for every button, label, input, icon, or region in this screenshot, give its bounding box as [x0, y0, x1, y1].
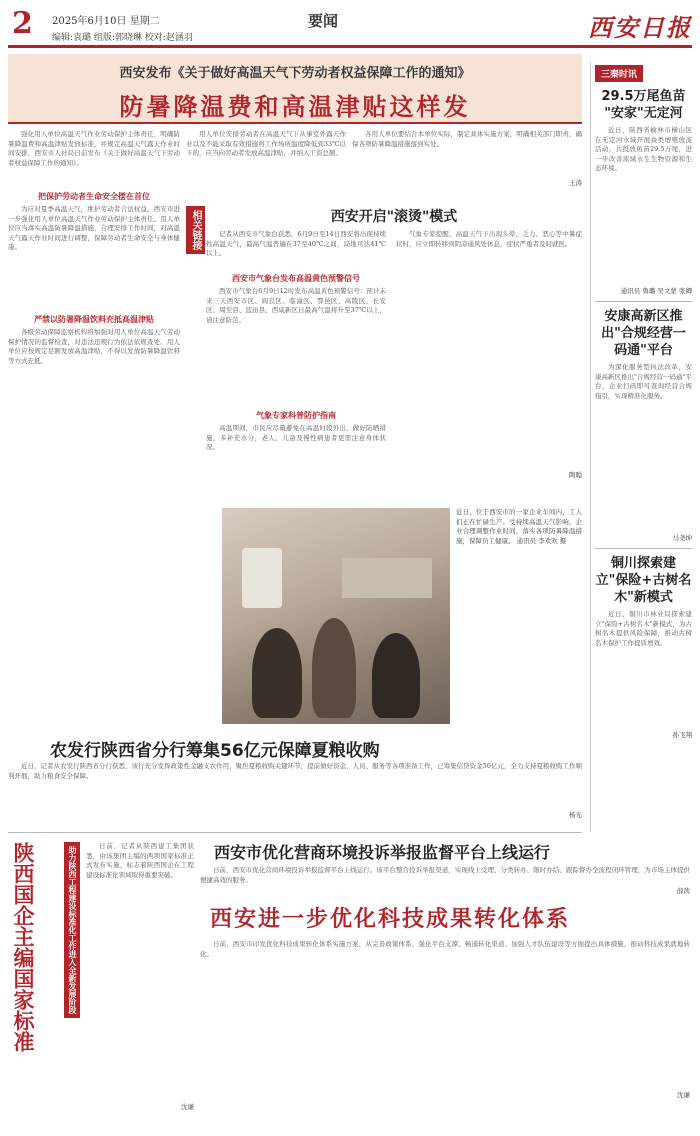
tech-story	[200, 940, 690, 1120]
editor-credits: 编辑:袁璐 组版:郭晓琳 校对:赵涵羽	[52, 33, 193, 43]
complaint-headline: 西安市优化营商环境投诉举报监督平台上线运行	[214, 843, 551, 862]
lead-kicker: 西安发布《关于做好高温天气下劳动者权益保障工作的通知》	[119, 66, 471, 81]
standard-story	[86, 842, 194, 1122]
lead-subheading: 严禁以防暑降温饮料充抵高温津贴	[34, 315, 154, 324]
heat-paragraph: 记者从西安市气象台获悉，6月9日至14日西安将出现持续性高温天气，最高气温普遍在37至40℃之间，局地可达41℃以上。	[206, 230, 386, 258]
heat-subheading: 气象专家科普防护指南	[256, 411, 336, 420]
lead-column-3	[352, 130, 582, 200]
lead-headline: 防暑降温费和高温津贴这样发	[119, 93, 471, 121]
lead-column-2	[186, 130, 346, 200]
heat-paragraph: 气象专家提醒，高温天气下出现头晕、乏力、恶心等中暑症状时，应立即转移到阴凉通风处休息，症状严重者及时就医。	[396, 230, 582, 248]
newspaper-logo: 西安日报	[588, 13, 692, 42]
divider	[595, 301, 692, 302]
lead-banner	[8, 54, 582, 124]
divider	[595, 548, 692, 549]
lead-paragraph: 各级劳动保障监察机构将加强对用人单位高温天气劳动保护情况的监督检查，对违法违规行为依法依规查处。用人单位应按规定足额发放高温津贴，不得以发放防暑降温饮料等方式充抵。	[8, 328, 180, 365]
lead-author: 王涛	[569, 179, 582, 187]
lead-paragraph: 各用人单位要结合本单位实际，制定具体实施方案，明确相关部门职责，确保各项防暑降温措施落到实处。	[352, 130, 582, 148]
rail-story-title: 铜川探索建立"保险+古树名木"新模式	[595, 556, 692, 605]
standard-author: 沈谦	[181, 1103, 194, 1111]
rail-story-body: 近日，铜川市林业局探索建立"保险+古树名木"新模式，为古树名木提供风险保障，推动古树名木保护工作提质增效。	[595, 610, 692, 647]
loan-paragraph: 近日，记者从农发行陕西省分行获悉，该行充分发挥政策性金融支农作用，聚焦夏粮收购关键环节，提前做好资金、人员、服务等各项准备工作，已筹集信贷资金56亿元，全力支持夏粮收购工作顺利开展，助力粮食安全保障。	[8, 762, 582, 780]
heat-subheading: 西安市气象台发布高温黄色预警信号	[232, 274, 360, 283]
rail-story-author: 通讯员 鲁璐 吴文蒙 张卿	[620, 287, 692, 295]
heat-author: 陶聪	[569, 471, 582, 479]
complaint-author: 薛茜	[677, 887, 690, 895]
rail-section-tag: 三秦时讯	[595, 65, 643, 82]
lead-paragraph: 为应对夏季高温天气，维护劳动者合法权益，西安市进一步强化用人单位高温天气作业劳动保护主体责任。用人单位应当落实高温防暑降温措施，合理安排工作时间，对高温天气露天作业时间进行调整，保障劳动者生命安全与身体健康。	[8, 205, 180, 252]
lead-paragraph: 强化用人单位高温天气作业劳动保护主体责任，明确防暑降温费和高温津贴发放标准，并规定高温天气露天作业时间安排，西安市人社局日前发布《关于做好高温天气下劳动者权益保障工作的通知》。	[8, 130, 180, 167]
tech-paragraph: 日前，西安市印发优化科技成果转化体系实施方案，从完善政策体系、强化平台支撑、畅通转化渠道、加强人才队伍建设等方面提出具体措施，推动科技成果就地转化。	[200, 940, 690, 958]
issue-date: 2025年6月10日 星期二	[52, 16, 160, 27]
rail-story-body: 近日，陕西省榆林市横山区在无定河水域开展鱼类增殖放流活动，共投放鱼苗29.5万尾，进一步改善流域水生生物资源和生态环境。	[595, 126, 692, 173]
page-number: 2	[12, 6, 33, 41]
right-rail	[590, 62, 692, 832]
tech-headline: 西安进一步优化科技成果转化体系	[209, 907, 570, 932]
divider	[8, 832, 582, 833]
loan-headline: 农发行陕西省分行筹集56亿元保障夏粮收购	[50, 741, 380, 761]
heat-paragraph: 西安市气象台6月9日12时发布高温黄色预警信号：预计未来三天西安市区、阎良区、临潼区、鄠邑区、高陵区、长安区、周至县、蓝田县、西咸新区日最高气温将升至37℃以上，请注意防范。	[206, 287, 386, 324]
tech-author: 沈谦	[677, 1091, 690, 1099]
standard-paragraph: 日前，记者从陕西建工集团获悉，由该集团主编的两项国家标准正式发布实施，标志着陕西国企在工程建设标准化领域取得重要突破。	[86, 842, 194, 879]
photo-caption: 近日，位于西安市的一家企业车间内，工人们正在忙碌生产。受持续高温天气影响，企业合理调整作业时间，落实各项防暑降温措施，保障员工健康。 通讯员 李欢欢 摄	[456, 508, 582, 545]
complaint-story	[200, 866, 690, 896]
factory-photo	[222, 508, 450, 724]
rail-story-author: 马尧坤	[672, 534, 692, 542]
rail-story-title: 安康高新区推出"合规经营一码通"平台	[601, 309, 686, 358]
heat-story	[206, 206, 582, 496]
lead-subheading: 把保护劳动者生命安全摆在首位	[38, 192, 150, 201]
standard-headline: 陕西国企主编国家标准	[11, 842, 35, 1052]
complaint-paragraph: 日前，西安市优化营商环境投诉举报监督平台上线运行。该平台整合投诉举报渠道，实现线上受理、分类转办、限时办结、跟踪督办全流程闭环管理，为市场主体提供便捷高效的服务。	[200, 866, 690, 884]
rail-story-title: 29.5万尾鱼苗 "安家"无定河	[601, 89, 686, 121]
heat-headline: 西安开启"滚烫"模式	[330, 209, 458, 225]
rail-story-author: 孙飞翔	[672, 731, 692, 739]
section-name: 要闻	[308, 12, 339, 30]
rail-story-body: 为深化服务型执法改革，安康高新区推出"合规经营一码通"平台，企业扫码即可查询经营合规指引，实现精准化服务。	[595, 363, 692, 400]
lead-paragraph: 用人单位安排劳动者在高温天气下从事室外露天作业以及不能采取有效措施将工作场所温度降低到33℃以下的，应当向劳动者发放高温津贴，并纳入工资总额。	[186, 130, 346, 158]
lead-column-1	[8, 130, 180, 490]
heat-paragraph: 高温期间，市民应尽量避免在高温时段外出，做好防晒措施，多补充水分，老人、儿童及慢性病患者更需注意身体状况。	[206, 424, 386, 452]
related-link-tag: 相关链接	[186, 206, 205, 254]
loan-story	[8, 762, 582, 828]
standard-kicker: 助力陕西工程建设标准化工作进入全新发展阶段	[64, 842, 80, 1018]
page-header	[8, 4, 692, 48]
loan-author: 杨光	[569, 811, 582, 819]
